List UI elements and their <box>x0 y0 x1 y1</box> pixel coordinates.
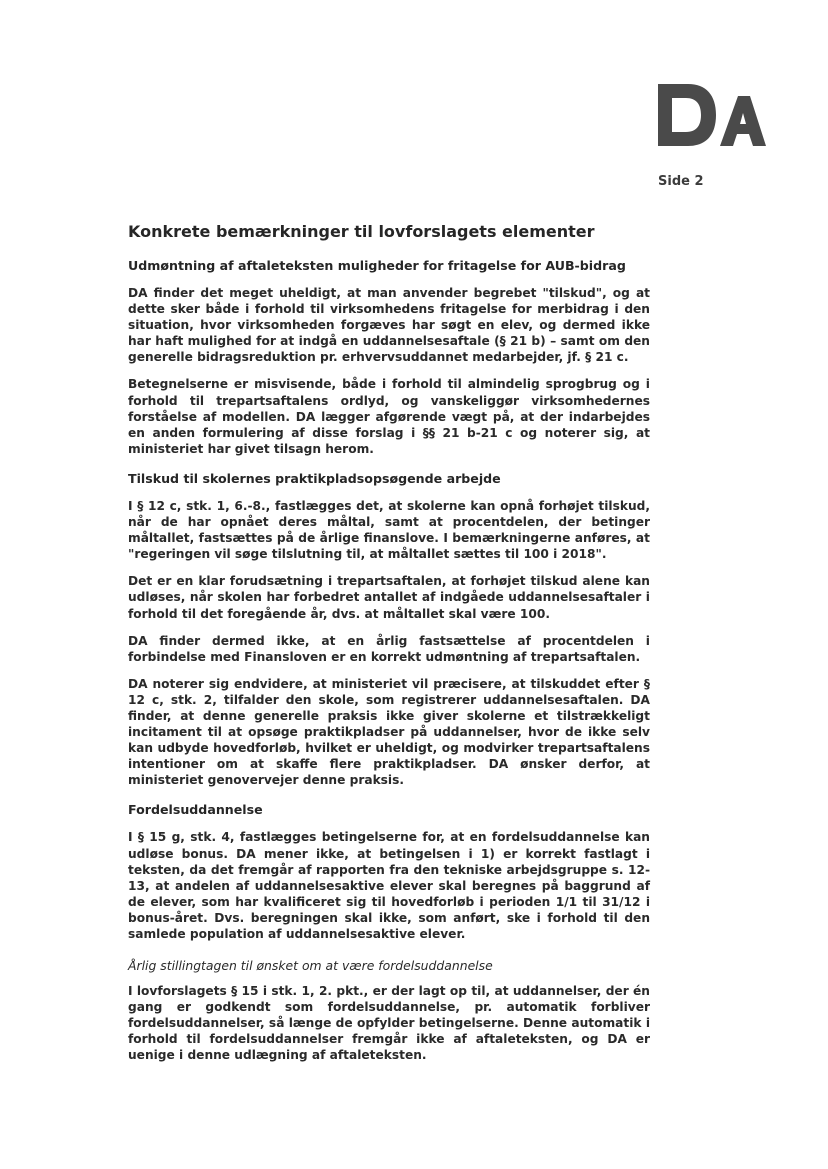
paragraph: DA noterer sig endvidere, at ministeriet vil præcisere, at tilskuddet efter § 12 c, stk. 2, tilfalder den skole, som registrerer uddannelsesaftalen. DA finder, at denne generelle praksis ikke giver skolerne et tilstrækkeligt incitament til at opsøge praktikpladser på uddannelser, hvor de ikke selv kan udbyde hovedforløb, hvilket er uheldigt, og modvirker trepartsaftalens intentioner om at skaffe flere praktikpladser. DA ønsker derfor, at ministeriet genovervejer denne praksis. <box>128 676 650 788</box>
document-title: Konkrete bemærkninger til lovforslagets elementer <box>128 222 595 241</box>
paragraph: DA finder det meget uheldigt, at man anvender begrebet "tilskud", og at dette sker både i forhold til virksomhedens fritagelse for merbidrag i den situation, hvor virksomheden forgæves har søgt en elev, og dermed ikke har haft mulighed for at indgå en uddannelsesaftale (§ 21 b) – samt om den generelle bidragsreduktion pr. erhvervsuddannet medarbejder, jf. § 21 c. <box>128 286 650 365</box>
paragraph: I lovforslagets § 15 i stk. 1, 2. pkt., er der lagt op til, at uddannelser, der én gang er godkendt som fordelsuddannelse, pr. automatik forbliver fordelsuddannelser, så længe de opfylder betingelserne. Denne automatik i forhold til fordelsuddannelser fremgår ikke af aftaleteksten, og DA er uenige i denne udlægning af aftaleteksten. <box>128 984 650 1063</box>
page-number: Side 2 <box>658 174 704 189</box>
da-logo <box>658 84 766 146</box>
logo-a-shape <box>720 96 766 146</box>
logo-d-shape <box>658 84 716 146</box>
subsection-heading: Årlig stillingtagen til ønsket om at være fordelsuddannelse <box>128 958 493 974</box>
section-heading-aub: Udmøntning af aftaleteksten muligheder for fritagelse for AUB-bidrag <box>128 258 626 273</box>
paragraph: I § 12 c, stk. 1, 6.-8., fastlægges det, at skolerne kan opnå forhøjet tilskud, når de har opnået deres måltal, samt at procentdelen, der betinger måltallet, fastsættes på de årlige finanslove. I bemærkningerne anføres, at "regeringen vil søge tilslutning til, at måltallet sættes til 100 i 2018". <box>128 498 650 562</box>
paragraph: Betegnelserne er misvisende, både i forhold til almindelig sprogbrug og i forhold til trepartsaftalens ordlyd, og vanskeliggør virksomhedernes forståelse af modellen. DA lægger afgørende vægt på, at der indarbejdes en anden formulering af disse forslag i §§ 21 b-21 c og noterer sig, at ministeriet har givet tilsagn herom. <box>128 377 650 456</box>
paragraph: I § 15 g, stk. 4, fastlægges betingelserne for, at en fordelsuddannelse kan udløse bonus. DA mener ikke, at betingelsen i 1) er korrekt fastlagt i teksten, da det fremgår af rapporten fra den tekniske arbejdsgruppe s. 12-13, at andelen af uddannelsesaktive elever skal beregnes på baggrund af de elever, som har kvalificeret sig til hovedforløb i perioden 1/1 til 31/12 i bonus-året. Dvs. beregningen skal ikke, som anført, ske i forhold til den samlede population af uddannelsesaktive elever. <box>128 830 650 941</box>
section-heading-tilskud: Tilskud til skolernes praktikpladsopsøgende arbejde <box>128 470 501 486</box>
document-body <box>128 222 650 1075</box>
section-heading-fordelsuddannelse: Fordelsuddannelse <box>128 802 263 818</box>
paragraph: Det er en klar forudsætning i trepartsaftalen, at forhøjet tilskud alene kan udløses, når skolen har forbedret antallet af indgåede uddannelsesaftaler i forhold til det foregående år, dvs. at måltallet skal være 100. <box>128 574 650 621</box>
paragraph: DA finder dermed ikke, at en årlig fastsættelse af procentdelen i forbindelse med Finansloven er en korrekt udmøntning af trepartsaftalen. <box>128 633 650 664</box>
